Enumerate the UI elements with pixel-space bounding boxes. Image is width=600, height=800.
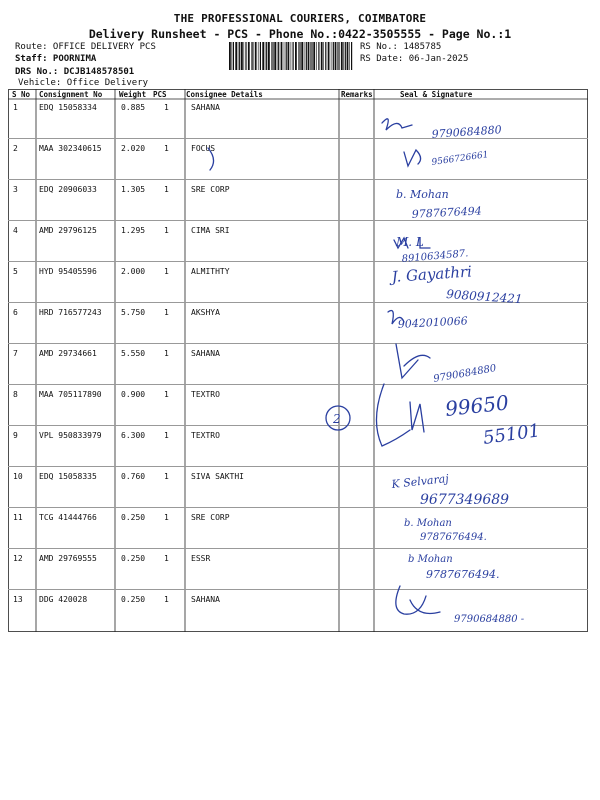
vehicle-text: Vehicle: Office Delivery bbox=[18, 78, 149, 88]
row-weight: 0.250 bbox=[121, 554, 146, 563]
hw-r1: 9790684880 bbox=[431, 123, 503, 141]
row-consignee: SAHANA bbox=[191, 349, 220, 358]
row-pcs: 1 bbox=[164, 349, 169, 358]
staff-text: Staff: POORNIMA bbox=[15, 54, 97, 64]
signature-scribble-13 bbox=[396, 586, 440, 614]
signature-scribble-1 bbox=[382, 119, 412, 130]
row-sno: 3 bbox=[13, 185, 18, 194]
row-sno: 1 bbox=[13, 103, 18, 112]
row-consignee: SRE CORP bbox=[191, 513, 230, 522]
hw-r2: 9566726661 bbox=[431, 150, 490, 168]
hw-r12a: b Mohan bbox=[408, 554, 453, 565]
row-weight: 5.550 bbox=[121, 349, 146, 358]
hw-r8b: 55101 bbox=[481, 420, 542, 449]
row-sno: 12 bbox=[13, 554, 23, 563]
row-pcs: 1 bbox=[164, 595, 169, 604]
row-pcs: 1 bbox=[164, 472, 169, 481]
row-weight: 2.020 bbox=[121, 144, 146, 153]
hw-r8a: 99650 bbox=[444, 390, 510, 421]
row-pcs: 1 bbox=[164, 226, 169, 235]
row-sno: 11 bbox=[13, 513, 23, 522]
row-consignment-no: TCG 41444766 bbox=[39, 513, 97, 522]
row-consignee: ALMITHTY bbox=[191, 267, 230, 276]
row-sno: 10 bbox=[13, 472, 23, 481]
row-sno: 9 bbox=[13, 431, 18, 440]
row-consignment-no: MAA 302340615 bbox=[39, 144, 102, 153]
hw-r11b: 9787676494. bbox=[420, 532, 487, 543]
col-weight: Weight bbox=[119, 90, 147, 99]
hw-r10a: K Selvaraj bbox=[390, 472, 450, 491]
row-pcs: 1 bbox=[164, 185, 169, 194]
row-pcs: 1 bbox=[164, 431, 169, 440]
row-weight: 0.250 bbox=[121, 513, 146, 522]
row-weight: 2.000 bbox=[121, 267, 146, 276]
rs-date: RS Date: 06-Jan-2025 bbox=[360, 54, 469, 64]
col-consignment: Consignment No bbox=[39, 90, 103, 99]
row-sno: 8 bbox=[13, 390, 18, 399]
row-consignment-no: VPL 950833979 bbox=[39, 431, 102, 440]
row-weight: 0.900 bbox=[121, 390, 146, 399]
hw-r12b: 9787676494. bbox=[426, 568, 500, 581]
row-consignee: TEXTRO bbox=[191, 431, 220, 440]
row-sno: 7 bbox=[13, 349, 18, 358]
col-sno: S No bbox=[12, 90, 31, 99]
row-consignment-no: HYD 95405596 bbox=[39, 267, 97, 276]
signature-scribble-7 bbox=[396, 344, 430, 378]
signature-scribble-2 bbox=[208, 148, 421, 170]
row-consignee: SRE CORP bbox=[191, 185, 230, 194]
hw-r3b: 9787676494 bbox=[411, 204, 483, 221]
row-sno: 6 bbox=[13, 308, 18, 317]
col-pcs: PCS bbox=[153, 90, 167, 99]
hw-r5a: J. Gayathri bbox=[391, 262, 473, 286]
row-sno: 13 bbox=[13, 595, 23, 604]
drs-number: DRS No.: DCJB148578501 bbox=[15, 67, 135, 77]
row-pcs: 1 bbox=[164, 144, 169, 153]
row-consignee: ESSR bbox=[191, 554, 211, 563]
row-consignment-no: AMD 29796125 bbox=[39, 226, 97, 235]
row-consignment-no: MAA 705117890 bbox=[39, 390, 102, 399]
hw-r4b: 8910634587. bbox=[401, 248, 469, 265]
row-consignee: TEXTRO bbox=[191, 390, 220, 399]
row-weight: 0.760 bbox=[121, 472, 146, 481]
row-consignee: SIVA SAKTHI bbox=[191, 472, 244, 481]
row-consignment-no: DDG 420028 bbox=[39, 595, 88, 604]
row-consignee: CIMA SRI bbox=[191, 226, 230, 235]
row-weight: 1.305 bbox=[121, 185, 146, 194]
row-weight: 6.300 bbox=[121, 431, 146, 440]
signature-scribble-8 bbox=[376, 384, 424, 446]
row-pcs: 1 bbox=[164, 554, 169, 563]
row-pcs: 1 bbox=[164, 103, 169, 112]
row-weight: 5.750 bbox=[121, 308, 146, 317]
runsheet-title: Delivery Runsheet - PCS - Phone No.:0422-3505555 - Page No.:1 bbox=[88, 27, 512, 41]
row-consignment-no: HRD 716577243 bbox=[39, 308, 102, 317]
row-consignment-no: EDQ 15058335 bbox=[39, 472, 97, 481]
hw-r13: 9790684880 - bbox=[454, 614, 525, 625]
row-consignment-no: EDQ 15058334 bbox=[39, 103, 97, 112]
row-consignment-no: AMD 29734661 bbox=[39, 349, 97, 358]
hw-r3a: b. Mohan bbox=[396, 188, 449, 201]
row-consignee: FOCUS bbox=[191, 144, 216, 153]
row-consignment-no: AMD 29769555 bbox=[39, 554, 97, 563]
row-consignment-no: EDQ 20906033 bbox=[39, 185, 97, 194]
hw-r7: 9790684880 bbox=[432, 363, 498, 385]
hw-r11a: b. Mohan bbox=[404, 518, 452, 529]
row-pcs: 1 bbox=[164, 308, 169, 317]
row-weight: 0.885 bbox=[121, 103, 146, 112]
row-consignee: SAHANA bbox=[191, 595, 220, 604]
hw-r4a: M. L bbox=[396, 235, 424, 249]
hw-r10b: 9677349689 bbox=[420, 492, 510, 508]
route-text: Route: OFFICE DELIVERY PCS bbox=[15, 42, 156, 52]
row-sno: 2 bbox=[13, 144, 18, 153]
col-remarks: Remarks bbox=[341, 90, 373, 99]
hw-r8c: 2 bbox=[333, 412, 341, 426]
rs-number: RS No.: 1485785 bbox=[360, 42, 442, 52]
row-pcs: 1 bbox=[164, 513, 169, 522]
row-consignee: AKSHYA bbox=[191, 308, 220, 317]
row-consignee: SAHANA bbox=[191, 103, 220, 112]
row-weight: 0.250 bbox=[121, 595, 146, 604]
row-weight: 1.295 bbox=[121, 226, 146, 235]
row-pcs: 1 bbox=[164, 267, 169, 276]
row-sno: 4 bbox=[13, 226, 18, 235]
col-seal-signature: Seal & Signature bbox=[400, 90, 473, 99]
company-title: THE PROFESSIONAL COURIERS, COIMBATORE bbox=[173, 12, 427, 25]
hw-r6: 9042010066 bbox=[397, 314, 469, 331]
col-consignee: Consignee Details bbox=[186, 90, 263, 99]
row-sno: 5 bbox=[13, 267, 18, 276]
row-pcs: 1 bbox=[164, 390, 169, 399]
hw-r5b: 9080912421 bbox=[445, 287, 523, 307]
